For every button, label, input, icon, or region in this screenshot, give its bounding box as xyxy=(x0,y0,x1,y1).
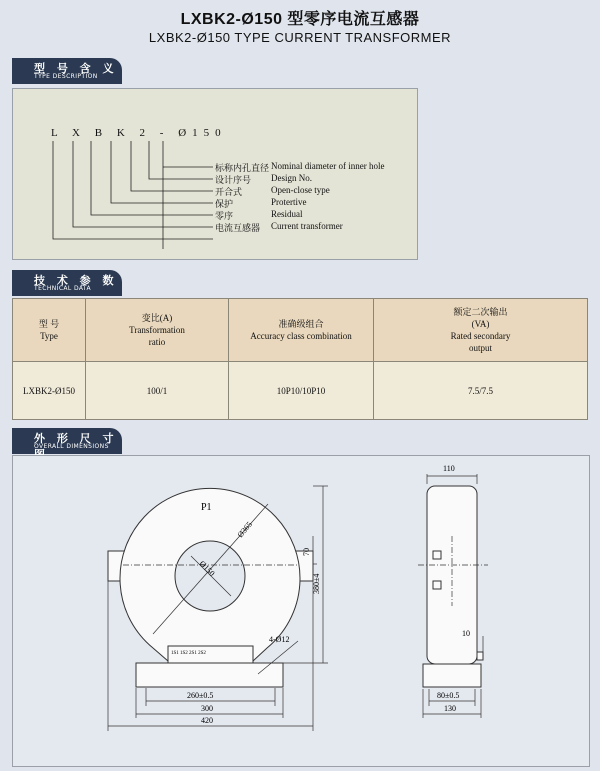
type-description-panel xyxy=(12,88,418,260)
side-terminal xyxy=(477,652,483,660)
section-label-en: TECHNICAL DATA xyxy=(34,285,92,292)
side-base xyxy=(423,664,481,687)
cell-accuracy: 10P10/10P10 xyxy=(229,362,374,420)
type-meaning-en: Protertive xyxy=(271,197,307,207)
section-header-technical-data xyxy=(12,270,122,296)
label-300: 300 xyxy=(201,704,213,713)
header-en: ratio xyxy=(148,337,166,347)
header-en: output xyxy=(468,343,492,353)
header-cn: 变比(A) xyxy=(141,313,173,323)
label-terminals: 1S1 1S2 2S1 2S2 xyxy=(171,651,206,656)
dimension-drawing-panel xyxy=(12,455,590,767)
type-meaning-en: Nominal diameter of inner hole xyxy=(271,161,385,171)
leader-line xyxy=(91,141,213,215)
leader-line xyxy=(111,141,213,203)
leader-line xyxy=(73,141,213,227)
label-d150: Ø150 xyxy=(197,559,217,578)
label-d365: Ø365 xyxy=(235,519,254,540)
type-meaning-en: Residual xyxy=(271,209,303,219)
label-420: 420 xyxy=(201,716,213,725)
page-title-cn: LXBK2-Ø150 型零序电流互感器 xyxy=(180,11,420,28)
label-260: 260±0.5 xyxy=(187,691,214,700)
type-meaning-en: Current transformer xyxy=(271,221,343,231)
type-code: L X B K 2 - Ø150 xyxy=(51,127,227,139)
header-cn: 额定二次输出 xyxy=(453,307,508,317)
section-label-cn: 外 形 尺 寸 xyxy=(34,432,118,445)
dimension-drawing xyxy=(13,456,589,766)
type-meaning-cn: 电流互感器 xyxy=(215,224,261,234)
header-en: Transformation xyxy=(129,325,185,335)
header-cell-ratio xyxy=(86,299,229,362)
type-meaning-cn: 零序 xyxy=(215,212,234,222)
header-cell-accuracy xyxy=(229,299,374,362)
label-110: 110 xyxy=(443,464,455,473)
header-en: (VA) xyxy=(471,319,490,329)
leader-line xyxy=(131,141,213,191)
base-plate xyxy=(136,663,283,687)
section-label-en: OVERALL DIMENSIONS xyxy=(34,443,109,450)
cell-type: LXBK2-Ø150 xyxy=(13,362,86,420)
label-80: 80±0.5 xyxy=(437,691,460,700)
leader-line xyxy=(53,141,213,239)
type-meaning-cn: 保护 xyxy=(215,200,234,210)
cell-output: 7.5/7.5 xyxy=(374,362,588,420)
type-meaning-en: Design No. xyxy=(271,173,312,183)
label-130: 130 xyxy=(444,704,456,713)
side-bolt xyxy=(433,551,441,559)
section-label-en: TYPE DESCRIPTION xyxy=(34,73,98,80)
type-meaning-cn: 设计序号 xyxy=(215,176,252,186)
label-holes: 4-Ø12 xyxy=(269,635,290,644)
type-meaning-cn: 标称内孔直径 xyxy=(215,164,270,174)
side-view xyxy=(423,486,483,687)
header-cell-type xyxy=(13,299,86,362)
header-cn: 准确级组合 xyxy=(278,319,324,329)
table-row xyxy=(13,362,588,420)
label-p1: P1 xyxy=(201,502,212,513)
cell-ratio: 100/1 xyxy=(86,362,229,420)
section-header-type-description xyxy=(12,58,122,84)
leader-line xyxy=(149,141,213,179)
label-10: 10 xyxy=(462,629,470,638)
section-label-cn: 型 号 含 义 xyxy=(34,62,118,75)
label-380: 380±4 xyxy=(312,573,321,594)
front-view xyxy=(108,488,313,687)
type-meaning-en: Open-close type xyxy=(271,185,330,195)
technical-data-table xyxy=(12,298,588,420)
header-en: Accuracy class combination xyxy=(250,331,352,341)
table-header-row xyxy=(13,299,588,362)
page-title-en: LXBK2-Ø150 TYPE CURRENT TRANSFORMER xyxy=(148,30,452,45)
side-bolt xyxy=(433,581,441,589)
header-en: Type xyxy=(40,331,58,341)
type-meaning-cn: 开合式 xyxy=(215,188,243,198)
section-label-cn: 技 术 参 数 xyxy=(34,274,118,287)
header-cell-output xyxy=(374,299,588,362)
header-en: Rated secondary xyxy=(450,331,511,341)
section-header-overall-dimensions xyxy=(12,428,122,454)
label-70: 70 xyxy=(302,548,311,556)
header-cn: 型 号 xyxy=(38,319,60,329)
